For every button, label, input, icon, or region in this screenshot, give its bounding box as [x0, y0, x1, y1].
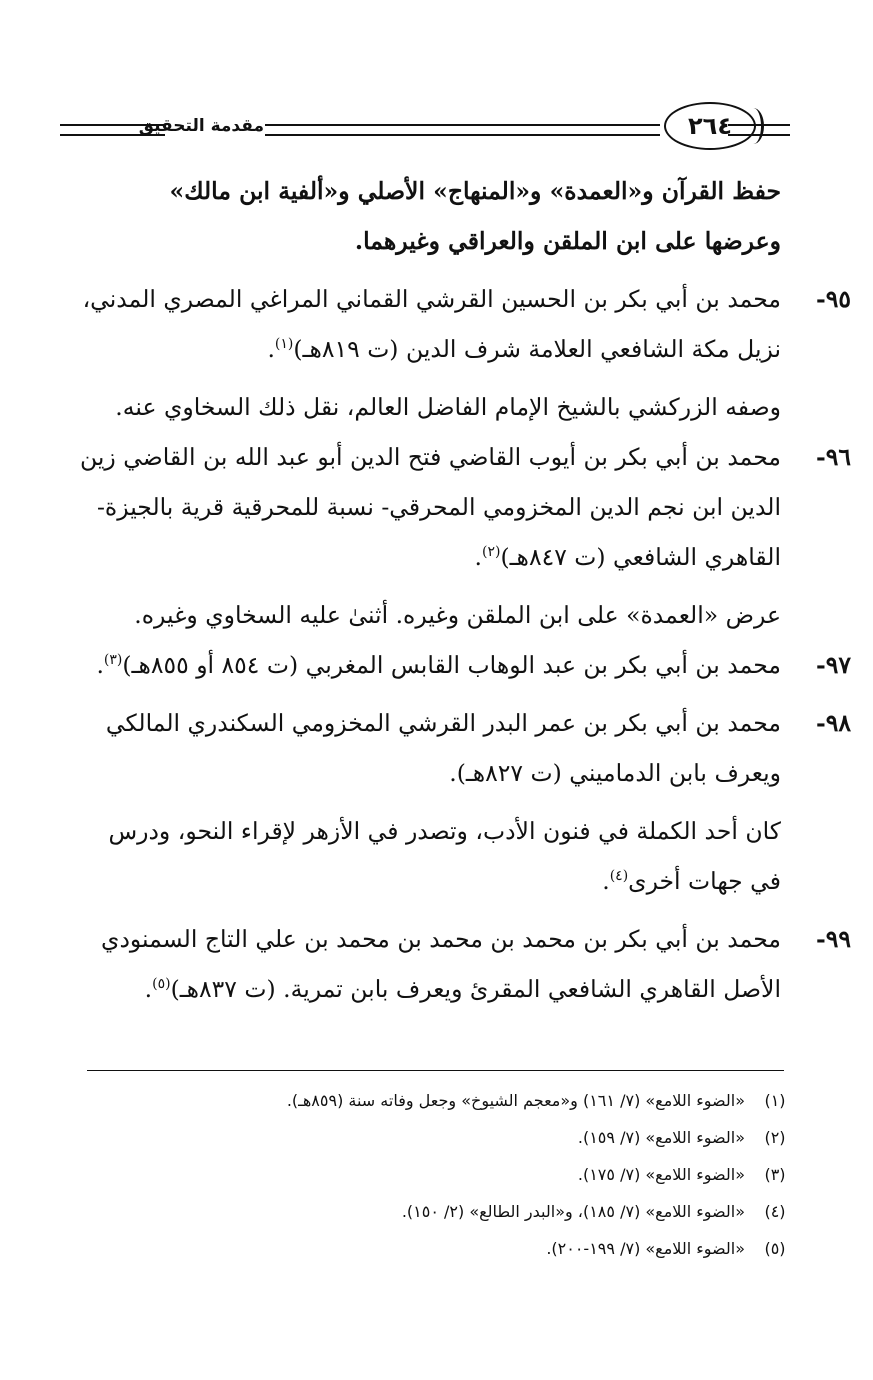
page-number-badge: ٢٦٤: [664, 102, 756, 150]
header-rule-middle: [265, 124, 660, 136]
entry-number: ٩٩-: [815, 925, 851, 953]
footnote-item: [91, 1156, 791, 1193]
footnote-text: «الضوء اللامع» (٧/ ١٩٩-٢٠٠).: [546, 1239, 745, 1258]
entry-note: عرض «العمدة» على ابن الملقن وغيره. أثنىٰ عليه السخاوي وغيره.: [134, 601, 781, 629]
page-body: [76, 166, 851, 1014]
footnote-text: «الضوء اللامع» (٧/ ١٨٥)، و«البدر الطالع» (٢/ ١٥٠).: [401, 1202, 745, 1221]
header-rule-tip: [728, 124, 790, 136]
entry-text: محمد بن أبي بكر بن أيوب القاضي فتح الدين أبو عبد الله بن القاضي زين الدين ابن نجم الدين المخزومي المحرقي- نسبة للمحرقية قرية بالجيزة- القاهري الشافعي (ت ٨٤٧هـ)$^{(٢)}$.: [79, 443, 781, 571]
footnote-ref[interactable]: (٤): [609, 868, 629, 885]
footnote-ref[interactable]: (٢): [482, 544, 501, 561]
entry-note: كان أحد الكملة في فنون الأدب، وتصدر في الأزهر لإقراء النحو، ودرس في جهات أخرى$^{(٤)}$.: [108, 817, 781, 895]
footnote-number: (٤): [764, 1202, 786, 1221]
footnote-item: [91, 1082, 791, 1119]
footnote-number: (٣): [764, 1165, 786, 1184]
entry-text: محمد بن أبي بكر بن محمد بن محمد بن محمد بن علي التاج السمنودي الأصل القاهري الشافعي المقرئ ويعرف بابن تمرية. (ت ٨٣٧هـ)$^{(٥)}$.: [101, 925, 781, 1003]
footnote-item: [91, 1119, 791, 1156]
entry-96: [76, 432, 851, 640]
intro-line: حفظ القرآن و«العمدة» و«المنهاج» الأصلي و«ألفية ابن مالك»: [169, 177, 781, 205]
entry-97: [76, 640, 851, 690]
entry-note: وصفه الزركشي بالشيخ الإمام الفاضل العالم، نقل ذلك السخاوي عنه.: [115, 393, 781, 421]
footnote-text: «الضوء اللامع» (٧/ ١٧٥).: [577, 1165, 745, 1184]
entry-95: [76, 274, 851, 432]
footnote-ref[interactable]: (١): [274, 336, 294, 353]
entry-number: ٩٨-: [815, 709, 851, 737]
footnote-number: (١): [764, 1091, 786, 1110]
intro-line: وعرضها على ابن الملقن والعراقي وغيرهما.: [354, 227, 781, 255]
footnote-ref[interactable]: (٥): [152, 976, 171, 993]
entry-text: محمد بن أبي بكر بن عبد الوهاب القابس المغربي (ت ٨٥٤ أو ٨٥٥هـ)$^{(٣)}$.: [96, 651, 781, 679]
entry-number: ٩٦-: [815, 443, 851, 471]
footnote-number: (٢): [764, 1128, 786, 1147]
footnote-number: (٥): [764, 1239, 786, 1258]
entry-number: ٩٥-: [815, 285, 851, 313]
footnote-item: [91, 1193, 791, 1230]
footnote-text: «الضوء اللامع» (٧/ ١٥٩).: [577, 1128, 745, 1147]
footnotes: [91, 1082, 791, 1267]
entry-number: ٩٧-: [815, 651, 851, 679]
footnote-ref[interactable]: (٣): [103, 652, 123, 669]
entry-99: [76, 914, 851, 1014]
footnote-divider: [87, 1070, 784, 1071]
footnote-item: [91, 1230, 791, 1267]
footnote-text: «الضوء اللامع» (٧/ ١٦١) و«معجم الشيوخ» وجعل وفاته سنة (٨٥٩هـ).: [286, 1091, 745, 1110]
section-title: مقدمة التحقيق: [138, 116, 264, 136]
page-header: [60, 96, 790, 160]
entry-text: محمد بن أبي بكر بن عمر البدر القرشي المخزومي السكندري المالكي ويعرف بابن الدماميني (ت ٨٢٧هـ).: [105, 709, 781, 787]
entry-98: [76, 698, 851, 906]
entry-text: محمد بن أبي بكر بن الحسين القرشي القماني المراغي المصري المدني، نزيل مكة الشافعي العلامة شرف الدين (ت ٨١٩هـ)$^{(١)}$.: [82, 285, 781, 363]
